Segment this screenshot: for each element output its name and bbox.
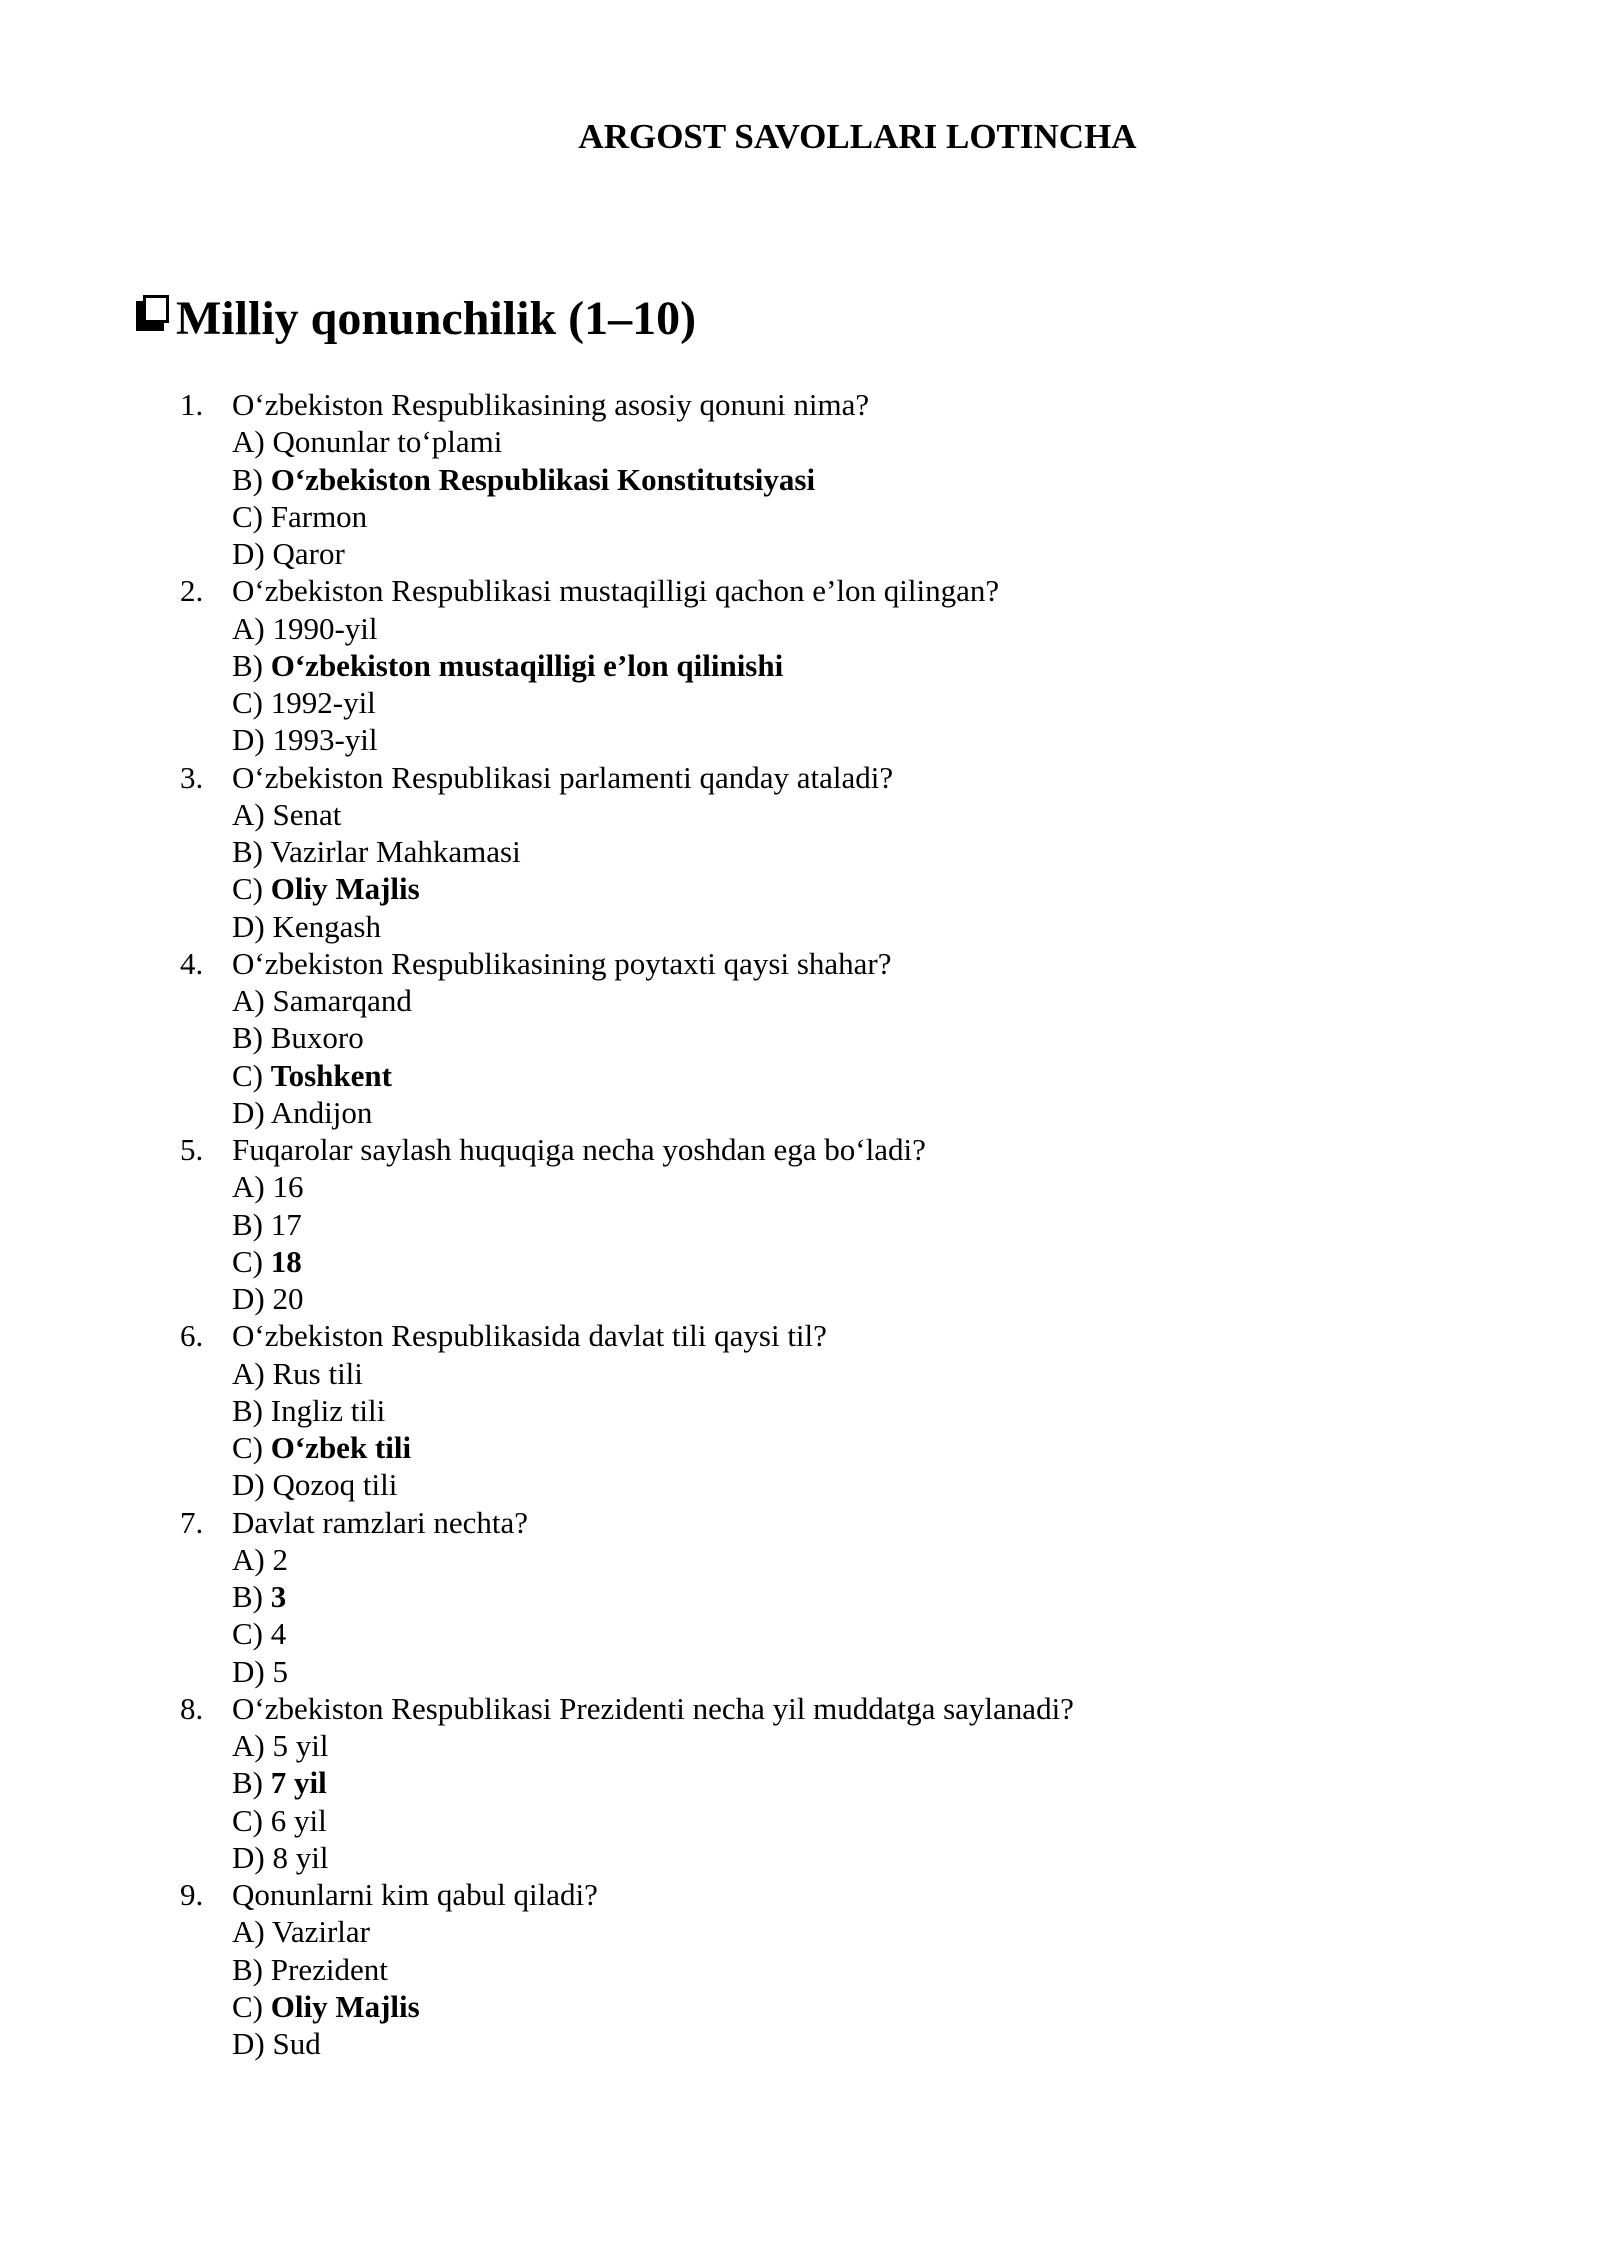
- answer-option: [232, 982, 1074, 1019]
- question-text: O‘zbekiston Respublikasining asosiy qonuni nima?: [232, 387, 870, 422]
- option-letter: D): [232, 908, 273, 944]
- option-text: 1990-yil: [272, 610, 378, 646]
- answer-option: [232, 2025, 1074, 2062]
- option-text: 8 yil: [272, 1839, 329, 1875]
- option-letter: B): [232, 1392, 271, 1428]
- answer-option: [232, 1466, 1074, 1503]
- option-letter: B): [232, 834, 271, 869]
- answer-option: [232, 1019, 1074, 1056]
- option-text: Oliy Majlis: [270, 1988, 420, 2024]
- answer-option: [232, 1727, 1074, 1764]
- question-item: [180, 759, 1074, 945]
- answer-option-correct: [232, 1764, 1074, 1801]
- option-text: O‘zbekiston Respublikasi Konstitutsiyasi: [270, 461, 816, 497]
- question-text: O‘zbekiston Respublikasi Prezidenti necha yil muddatga saylanadi?: [232, 1690, 1074, 1726]
- answer-option: [232, 1653, 1074, 1690]
- option-letter: C): [232, 1057, 271, 1093]
- question-number: 1.: [180, 387, 204, 422]
- question-text: Fuqarolar saylash huquqiga necha yoshdan ega bo‘ladi?: [232, 1132, 926, 1167]
- answer-option-correct: [232, 1429, 1074, 1466]
- question-text: O‘zbekiston Respublikasida davlat tili qaysi til?: [232, 1318, 827, 1354]
- answer-option: [232, 796, 1074, 833]
- option-text: Vazirlar: [271, 1914, 371, 1950]
- question-item: [180, 386, 1074, 572]
- question-text: O‘zbekiston Respublikasining poytaxti qaysi shahar?: [232, 945, 892, 981]
- option-text: 5 yil: [272, 1728, 329, 1763]
- option-text: 4: [270, 1616, 287, 1652]
- answer-option: [232, 1615, 1074, 1652]
- option-text: 5: [272, 1653, 288, 1689]
- answer-option: [232, 535, 1074, 572]
- answer-option-correct: [232, 647, 1074, 684]
- option-letter: D): [232, 1094, 271, 1130]
- option-text: Ingliz tili: [270, 1392, 386, 1428]
- option-letter: C): [232, 1988, 271, 2024]
- question-item: [180, 1504, 1074, 1690]
- question-number: 2.: [180, 573, 204, 609]
- option-letter: D): [232, 1839, 273, 1875]
- option-text: O‘zbekiston mustaqilligi e’lon qilinishi: [270, 647, 784, 683]
- option-letter: B): [232, 647, 271, 683]
- answer-option-correct: [232, 1578, 1074, 1615]
- checkbox-icon: [136, 295, 174, 335]
- answer-option: [232, 610, 1074, 647]
- question-item: [180, 1317, 1074, 1503]
- option-text: Sud: [272, 2026, 321, 2061]
- option-text: 6 yil: [270, 1802, 327, 1838]
- option-letter: C): [232, 1802, 271, 1838]
- option-letter: D): [232, 1281, 273, 1316]
- option-text: Senat: [272, 796, 342, 832]
- option-letter: C): [232, 1430, 271, 1465]
- answer-option: [232, 423, 1074, 460]
- question-item: [180, 1690, 1074, 1876]
- answer-option: [232, 1094, 1074, 1131]
- question-number: 7.: [180, 1504, 204, 1540]
- answer-option-correct: [232, 461, 1074, 498]
- option-text: Andijon: [270, 1094, 373, 1130]
- question-item: [180, 1876, 1074, 2062]
- option-letter: C): [232, 871, 271, 907]
- question-text: Davlat ramzlari nechta?: [232, 1504, 529, 1540]
- option-letter: B): [232, 1206, 271, 1242]
- answer-option: [232, 1802, 1074, 1839]
- option-letter: D): [232, 722, 273, 758]
- option-text: Samarqand: [272, 983, 412, 1018]
- option-letter: D): [232, 1467, 273, 1503]
- answer-option-correct: [232, 1057, 1074, 1094]
- question-list: [180, 386, 1074, 2062]
- option-letter: B): [232, 461, 271, 497]
- option-text: 20: [272, 1281, 304, 1316]
- question-number: 6.: [180, 1318, 204, 1354]
- document-title: ARGOST SAVOLLARI LOTINCHA: [578, 117, 1137, 156]
- answer-option: [232, 1206, 1074, 1243]
- option-text: O‘zbek tili: [270, 1430, 412, 1465]
- option-text: 18: [270, 1243, 302, 1279]
- answer-option: [232, 721, 1074, 758]
- option-letter: A): [232, 1169, 273, 1205]
- answer-option: [232, 1541, 1074, 1578]
- answer-option: [232, 1839, 1074, 1876]
- option-text: Kengash: [272, 908, 381, 944]
- option-letter: C): [232, 1243, 271, 1279]
- option-text: 17: [270, 1206, 302, 1242]
- answer-option-correct: [232, 1243, 1074, 1280]
- option-letter: D): [232, 2026, 273, 2061]
- answer-option: [232, 684, 1074, 721]
- question-text: Qonunlarni kim qabul qiladi?: [232, 1877, 598, 1912]
- option-letter: B): [232, 1020, 271, 1056]
- question-item: [180, 572, 1074, 758]
- option-letter: A): [232, 983, 273, 1018]
- option-text: Farmon: [270, 498, 368, 534]
- option-text: 1992-yil: [270, 685, 376, 720]
- option-letter: B): [232, 1951, 271, 1987]
- option-text: 1993-yil: [272, 722, 378, 758]
- option-text: Rus tili: [272, 1355, 363, 1391]
- section-heading: [136, 286, 696, 352]
- option-letter: C): [232, 498, 271, 534]
- answer-option-correct: [232, 870, 1074, 907]
- option-letter: A): [232, 424, 273, 460]
- option-text: 3: [270, 1579, 287, 1614]
- option-letter: A): [232, 1541, 273, 1577]
- answer-option: [232, 1913, 1074, 1950]
- answer-option: [232, 833, 1074, 870]
- question-item: [180, 1131, 1074, 1317]
- answer-option: [232, 1280, 1074, 1317]
- question-number: 4.: [180, 945, 204, 981]
- question-number: 9.: [180, 1877, 204, 1912]
- option-letter: B): [232, 1579, 271, 1614]
- option-text: Qozoq tili: [272, 1467, 398, 1503]
- answer-option: [232, 498, 1074, 535]
- question-item: [180, 945, 1074, 1131]
- answer-option: [232, 1392, 1074, 1429]
- question-number: 8.: [180, 1690, 204, 1726]
- question-text: O‘zbekiston Respublikasi parlamenti qanday ataladi?: [232, 759, 894, 795]
- option-letter: A): [232, 1355, 273, 1391]
- question-number: 5.: [180, 1132, 204, 1167]
- question-number: 3.: [180, 759, 204, 795]
- option-text: 16: [272, 1169, 304, 1205]
- section-heading-text: Milliy qonunchilik (1–10): [176, 292, 697, 345]
- answer-option: [232, 1951, 1074, 1988]
- answer-option: [232, 1355, 1074, 1392]
- option-text: 2: [272, 1541, 288, 1577]
- option-text: 7 yil: [270, 1765, 327, 1801]
- option-letter: C): [232, 1616, 271, 1652]
- answer-option: [232, 1168, 1074, 1205]
- option-text: Buxoro: [270, 1020, 364, 1056]
- option-letter: A): [232, 1728, 273, 1763]
- option-letter: A): [232, 610, 273, 646]
- option-letter: B): [232, 1765, 271, 1801]
- option-letter: A): [232, 796, 273, 832]
- answer-option-correct: [232, 1988, 1074, 2025]
- question-text: O‘zbekiston Respublikasi mustaqilligi qachon e’lon qilingan?: [232, 573, 1000, 609]
- option-letter: A): [232, 1914, 272, 1950]
- answer-option: [232, 908, 1074, 945]
- option-letter: C): [232, 685, 271, 720]
- option-text: Qaror: [272, 536, 345, 571]
- option-text: Prezident: [270, 1951, 388, 1987]
- option-text: Oliy Majlis: [270, 871, 420, 907]
- option-text: Toshkent: [270, 1057, 392, 1093]
- option-letter: D): [232, 536, 273, 571]
- option-text: Qonunlar to‘plami: [272, 424, 503, 460]
- option-letter: D): [232, 1653, 273, 1689]
- option-text: Vazirlar Mahkamasi: [270, 834, 521, 869]
